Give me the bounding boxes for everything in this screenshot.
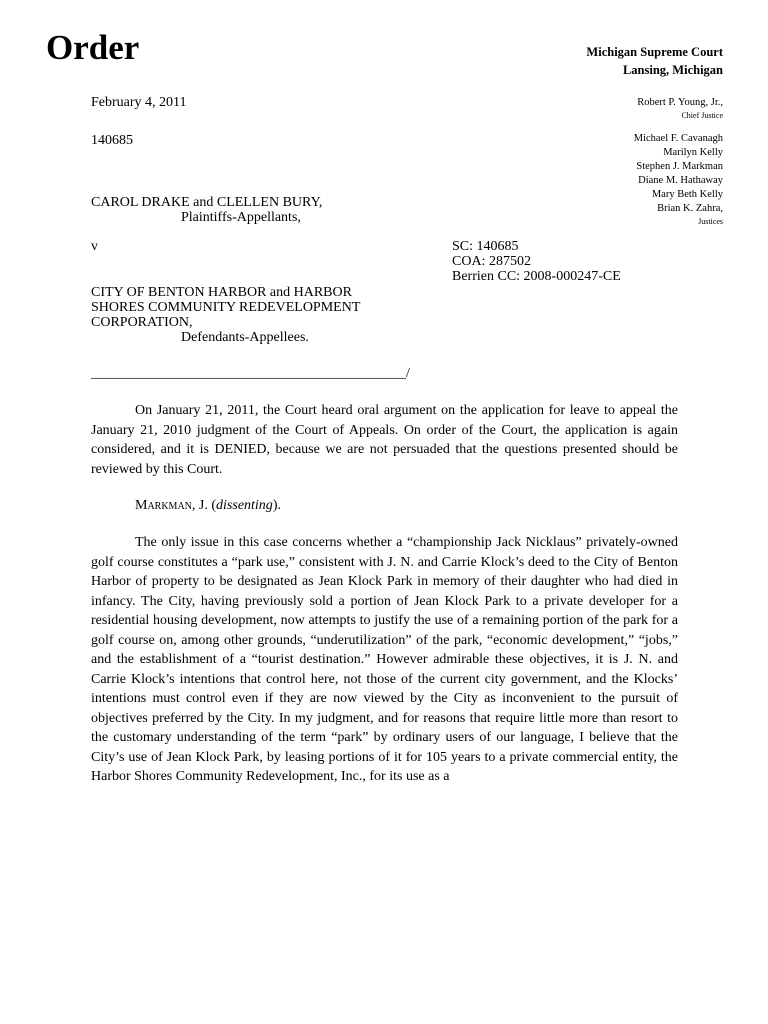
- chief-justice-title: Chief Justice: [681, 111, 723, 120]
- justice-name: Michael F. Cavanagh: [633, 133, 723, 144]
- justice-name: Brian K. Zahra,: [657, 203, 723, 214]
- justice-name: Marilyn Kelly: [663, 147, 723, 158]
- versus: v: [91, 239, 98, 254]
- dissent-label: dissenting: [216, 498, 273, 513]
- page-title: Order: [46, 28, 140, 67]
- plaintiffs-role: Plaintiffs-Appellants,: [181, 210, 301, 225]
- defendants-role: Defendants-Appellees.: [181, 330, 309, 345]
- defendants-line: CITY OF BENTON HARBOR and HARBOR: [91, 285, 352, 300]
- order-date: February 4, 2011: [91, 95, 187, 110]
- defendants-line: SHORES COMMUNITY REDEVELOPMENT: [91, 300, 361, 315]
- justice-name: Stephen J. Markman: [636, 161, 723, 172]
- coa-number: COA: 287502: [452, 254, 531, 269]
- order-paragraph: On January 21, 2011, the Court heard oral argument on the application for leave to appeal the January 21, 2010 judgment of the Court of Appeals. On order of the Court, the application is again considered, and it is DENIED, because we are not persuaded that the questions presented should be reviewed by this Court.: [91, 403, 678, 477]
- dissent-paragraph: The only issue in this case concerns whether a “championship Jack Nicklaus” privately-owned golf course constitutes a “park use,” consistent with J. N. and Carrie Klock’s deed to the City of Benton Harbor of property to be designated as Jean Klock Park in memory of their daughter who had died in infancy. The City, having previously sold a portion of Jean Klock Park to a private developer for a residential housing development, now attempts to justify the use of a remaining portion of the park for a golf course on, among other grounds, “underutilization” of the park, “economic development,” “jobs,” and the establishment of a “tourist destination.” However admirable these objectives, it is J. N. and Carrie Klock’s intentions that control here, not those of the current city government, and the Klocks’ intentions must control even if they are now viewed by the City as inconvenient to the pursuit of objectives preferred by the City. In my judgment, and for reasons that require little more than resort to the customary understanding of the term “park” by ordinary users of our language, I believe that the City’s use of Jean Klock Park, by leasing portions of it for 105 years to a private commercial entity, the Harbor Shores Community Redevelopment, Inc., for its use as a: [91, 535, 678, 784]
- caption-plaintiffs: [91, 195, 322, 225]
- chief-justice-name: Robert P. Young, Jr.,: [637, 97, 723, 108]
- dissent-heading: [91, 496, 678, 516]
- dissent-suffix: , J. (: [191, 498, 217, 513]
- sc-number: SC: 140685: [452, 239, 519, 254]
- caption-defendants: [91, 285, 360, 345]
- signature-line: _____________________________________________/: [91, 366, 410, 381]
- justice-name: Mary Beth Kelly: [651, 189, 723, 200]
- docket-number: 140685: [91, 133, 133, 148]
- dissent-close: ).: [272, 498, 281, 513]
- plaintiffs-names: CAROL DRAKE and CLELLEN BURY,: [91, 195, 323, 210]
- case-numbers: [452, 239, 621, 284]
- dissent-author: Markman: [135, 498, 192, 513]
- justice-name: Diane M. Hathaway: [638, 175, 723, 186]
- circuit-court-number: Berrien CC: 2008-000247-CE: [452, 269, 621, 284]
- court-name: Michigan Supreme Court: [586, 45, 723, 59]
- justices-title: Justices: [698, 217, 723, 226]
- defendants-line: CORPORATION,: [91, 315, 193, 330]
- court-location: Lansing, Michigan: [622, 63, 723, 77]
